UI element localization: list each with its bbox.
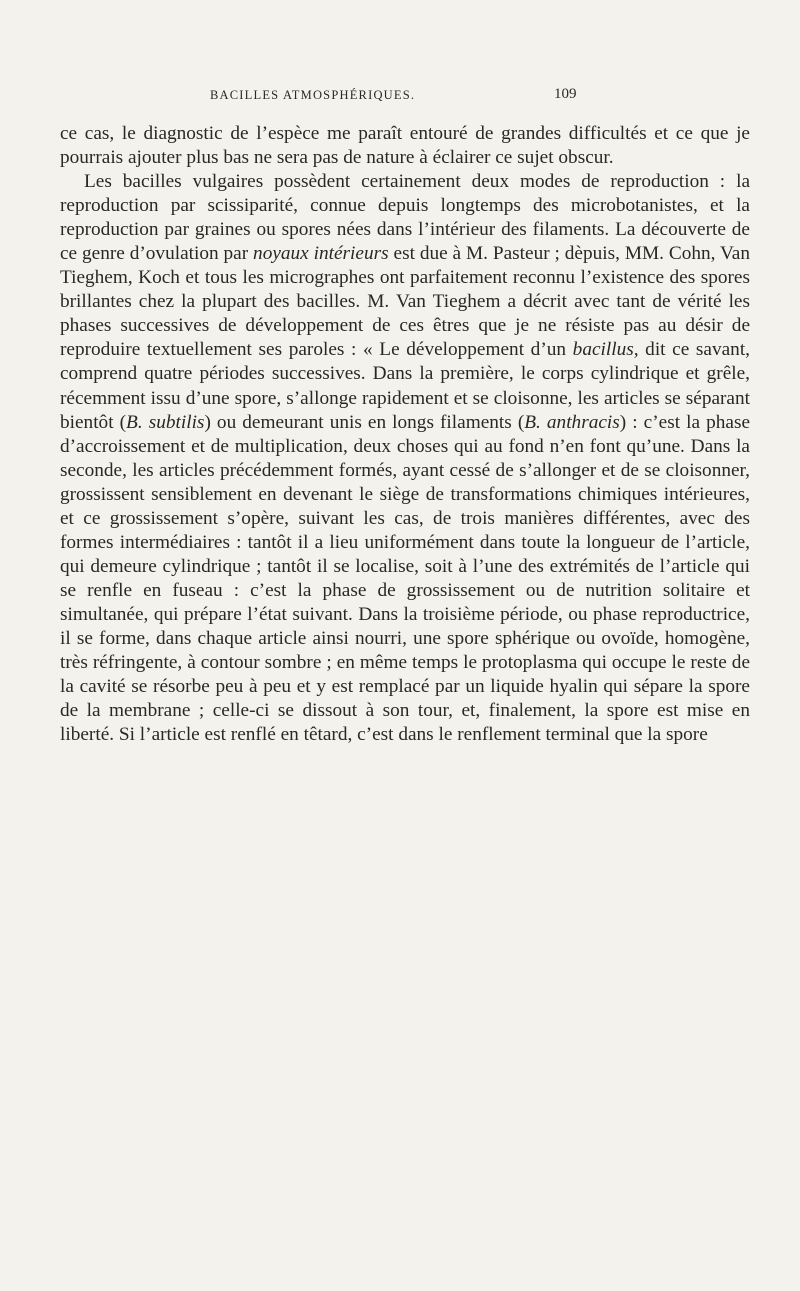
italic-term: noyaux intérieurs	[253, 243, 389, 265]
italic-species: B. subtilis	[126, 411, 205, 433]
book-page	[60, 88, 750, 747]
page-number: 109	[554, 86, 577, 102]
paragraph-bacilles	[60, 170, 750, 747]
running-head: BACILLES ATMOSPHÉRIQUES.	[210, 88, 416, 102]
italic-term: bacillus,	[572, 339, 639, 361]
italic-species: B. anthracis	[524, 411, 620, 433]
text-run: ) ou demeurant unis en longs filaments (	[204, 411, 525, 433]
text-run: dit ce savant, comprend quatre périodes successives. Dans la première, le corps cylindrique et grêle, récemment issu d’une spore, s’allonge rapidement et se cloisonne, les articles se séparant bientôt (	[60, 339, 751, 433]
paragraph-continuation	[60, 122, 750, 170]
text-run: ce cas, le diagnostic de l’espèce me paraît entouré de grandes difficultés et ce que je pourrais ajouter plus bas ne sera pas de nature à éclairer ce sujet obscur.	[60, 123, 750, 169]
page-header	[60, 88, 750, 112]
body-text	[60, 122, 750, 747]
text-run: est due à M. Pasteur ; dèpuis, MM. Cohn, Van Tieghem, Koch et tous les micrographes ont parfaitement reconnu l’existence des spores brillantes chez la plupart des bacilles. M. Van Tieghem a décrit avec tant de vérité les phases successives de développement de ces êtres que je ne résiste pas au désir de reproduire textuellement ses paroles : « Le développement d’un	[60, 243, 750, 361]
text-run: ) : c’est la phase d’accroissement et de multiplication, deux choses qui au fond n’en font qu’une. Dans la seconde, les articles précédemment formés, ayant cessé de s’allonger et de se cloisonner, grossissent sensiblement en devenant le siège de transformations chimiques intérieures, et ce grossissement s’opère, suivant les cas, de trois manières différentes, avec des formes intermédiaires : tantôt il a lieu uniformément dans toute la longueur de l’article, qui demeure cylindrique ; tantôt il se localise, soit à l’une des extrémités de l’article qui se renfle en fuseau : c’est la phase de grossissement ou de nutrition solitaire et simultanée, qui prépare l’état suivant. Dans la troisième période, ou phase reproductrice, il se forme, dans chaque article ainsi nourri, une spore sphérique ou ovoïde, homogène, très réfringente, à contour sombre ; en même temps le protoplasma qui occupe le reste de la cavité se résorbe peu à peu et y est remplacé par un liquide hyalin qui sépare la spore de la membrane ; celle-ci se dissout à son tour, et, finalement, la spore est mise en liberté. Si l’article est renflé en têtard, c’est dans le renflement terminal que la spore	[60, 411, 751, 746]
text-run: Les bacilles vulgaires possèdent certainement deux modes de reproduction : la reproduction par scissiparité, connue depuis longtemps des microbotanistes, et la reproduction par graines ou spores nées dans l’intérieur des filaments. La découverte de ce genre d’ovulation par	[60, 171, 750, 265]
